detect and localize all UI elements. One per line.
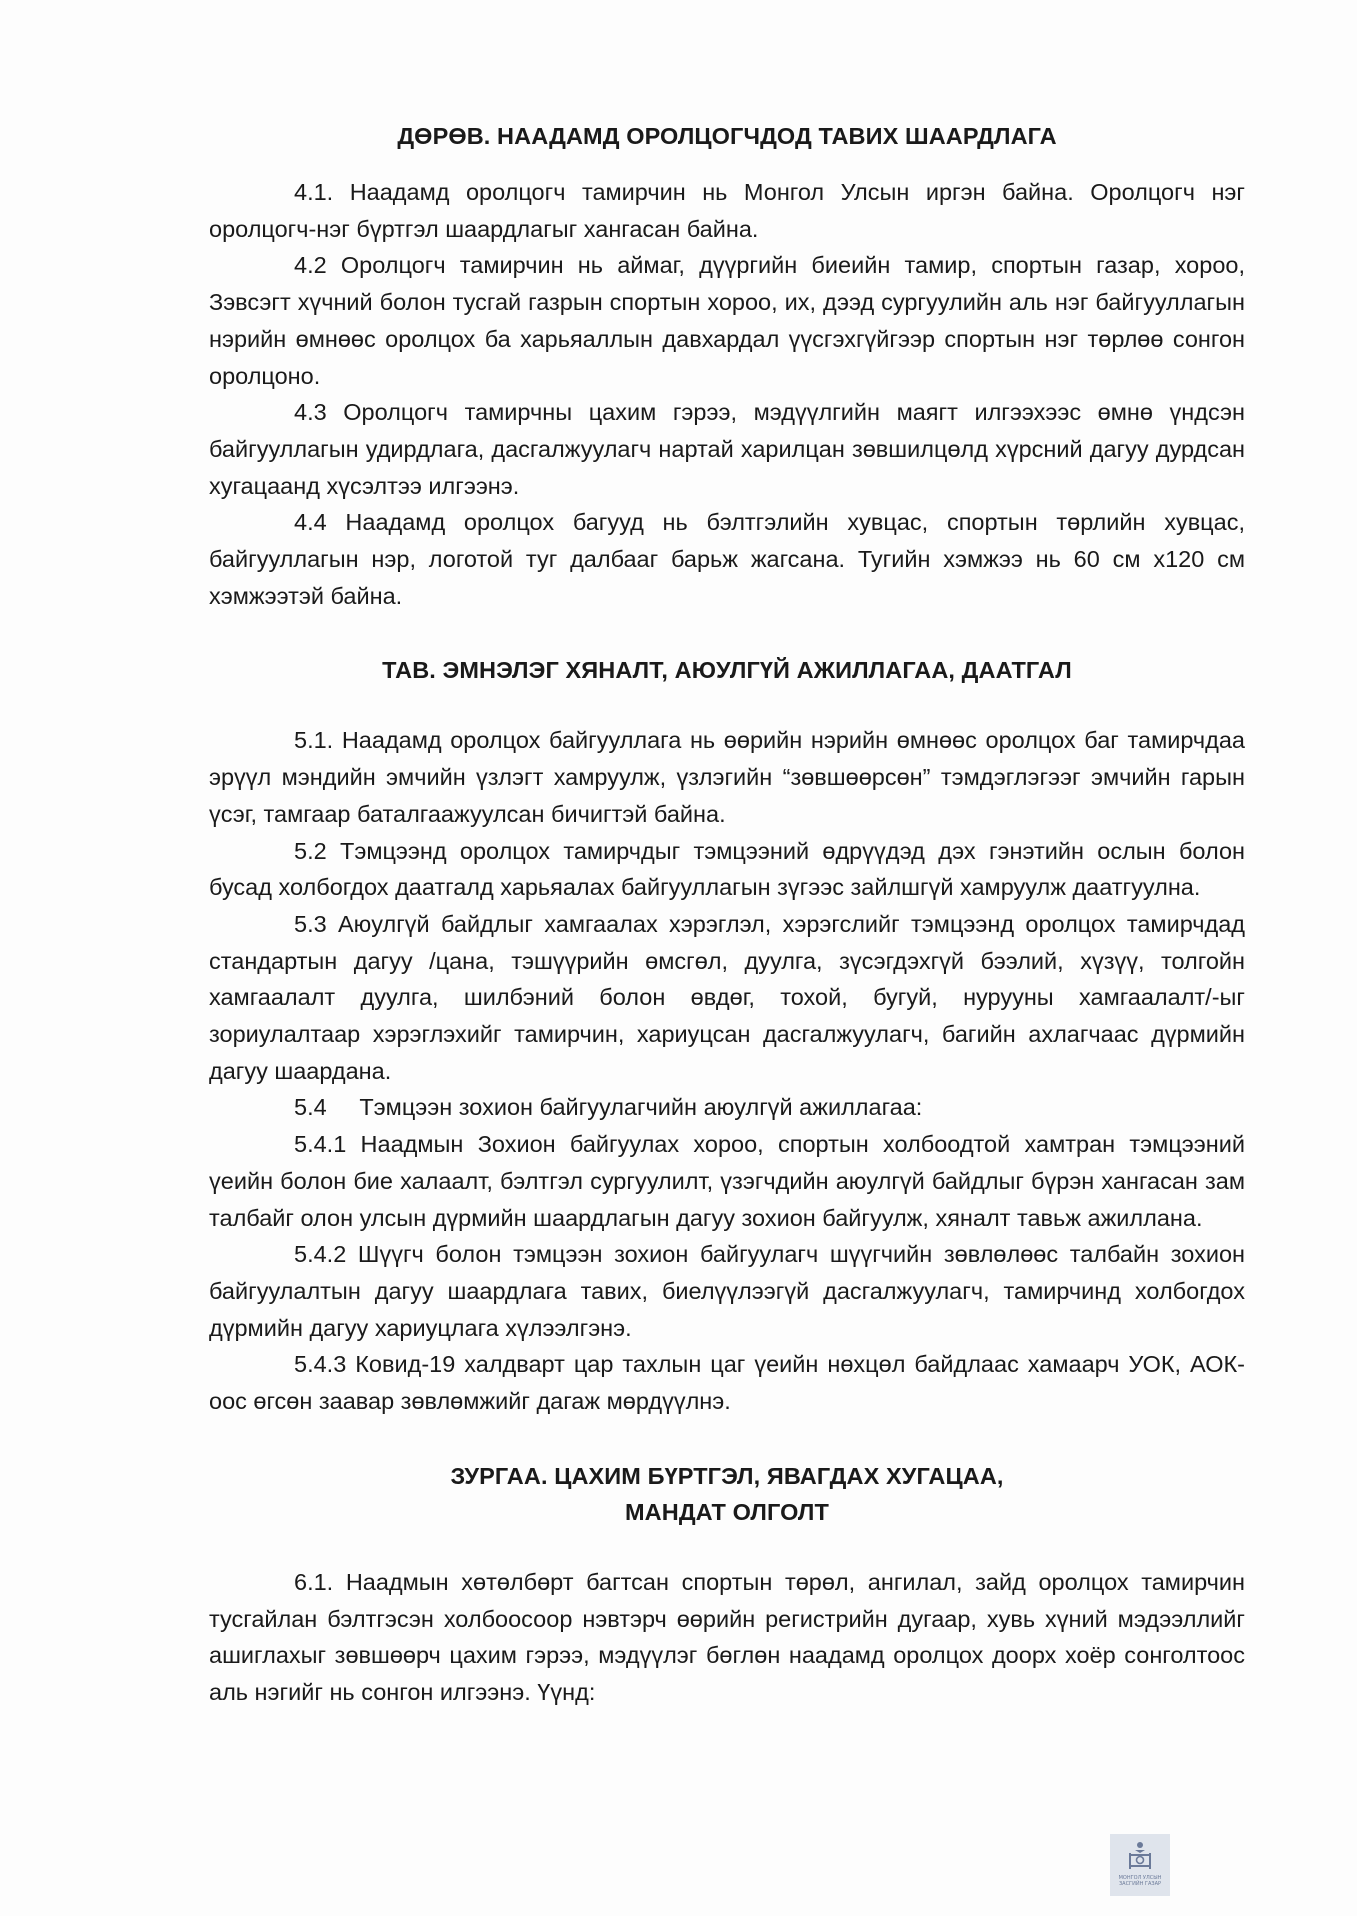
paragraph-4-3: 4.3 Оролцогч тамирчны цахим гэрээ, мэдүүлгийн маягт илгээхээс өмнө үндсэн байгууллагын удирдлага, дасгалжуулагч нартай харилцан зөвшилцөлд хүрсний дагуу дурдсан хугацаанд хүсэлтээ илгээнэ. (209, 399, 1245, 499)
logo-caption-line-2: ЗАСГИЙН ГАЗАР (1118, 1881, 1162, 1887)
section-6-heading-line-2: МАНДАТ ОЛГОЛТ (625, 1498, 829, 1525)
soyombo-emblem-icon (1123, 1839, 1157, 1873)
paragraph-5-3: 5.3 Аюулгүй байдлыг хамгаалах хэрэглэл, хэрэгслийг тэмцээнд оролцох тамирчдад стандартын дагуу /цана, тэшүүрийн өмсгөл, дуулга, зүсэгдэхгүй бээлий, хүзүү, толгойн хамгаалалт дуулга, шилбэний болон өвдөг, тохой, бугуй, нурууны хамгаалалт/-ыг зориулалтаар хэрэглэхийг тамирчин, хариуцсан дасгалжуулагч, багийн ахлагчаас дүрмийн дагуу шаардана. (209, 910, 1245, 1084)
paragraph-4-4: 4.4 Наадамд оролцох багууд нь бэлтгэлийн хувцас, спортын төрлийн хувцас, байгууллагын нэр, логотой туг далбааг барьж жагсана. Тугийн хэмжээ нь 60 см x120 см хэмжээтэй байна. (209, 509, 1245, 609)
document-content (209, 118, 1245, 1711)
paragraph-6-1: 6.1. Наадмын хөтөлбөрт багтсан спортын төрөл, ангилал, зайд оролцох тамирчин тусгайлан бэлтгэсэн холбоосоор нэвтэрч өөрийн регистрийн дугаар, хувь хүний мэдээллийг ашиглахыг зөвшөөрч цахим гэрээ, мэдүүлэг бөглөн наадамд оролцох доорх хоёр сонголтоос аль нэгийг нь сонгон илгээнэ. Үүнд: (209, 1568, 1245, 1705)
section-6-heading-line-1: ЗУРГАА. ЦАХИМ БҮРТГЭЛ, ЯВАГДАХ ХУГАЦАА, (450, 1462, 1004, 1489)
logo-caption (1112, 1875, 1168, 1887)
paragraph-5-4: 5.4 Тэмцээн зохион байгуулагчийн аюулгүй ажиллагаа: (294, 1094, 923, 1121)
paragraph-5-2: 5.2 Тэмцээнд оролцох тамирчдыг тэмцээний өдрүүдэд дэх гэнэтийн ослын болон бусад холбогдох даатгалд харьяалах байгууллагын зүгээс зайлшгүй хамруулж даатгуулна. (209, 837, 1245, 901)
paragraph-5-4-1: 5.4.1 Наадмын Зохион байгуулах хороо, спортын холбоодтой хамтран тэмцээний үеийн болон бие халаалт, бэлтгэл сургуулилт, үзэгчдийн аюулгүй байдлыг бүрэн хангасан зам талбайг олон улсын дүрмийн шаардлагын дагуу зохион байгуулж, хяналт тавьж ажиллана. (209, 1131, 1245, 1231)
government-logo (1110, 1834, 1170, 1896)
paragraph-5-4-3: 5.4.3 Ковид-19 халдварт цар тахлын цаг үеийн нөхцөл байдлаас хамаарч УОК, АОК-оос өгсөн заавар зөвлөмжийг дагаж мөрдүүлнэ. (209, 1351, 1245, 1415)
section-5-heading: ТАВ. ЭМНЭЛЭГ ХЯНАЛТ, АЮУЛГҮЙ АЖИЛЛАГАА, ДААТГАЛ (382, 657, 1072, 684)
paragraph-4-1: 4.1. Наадамд оролцогч тамирчин нь Монгол Улсын иргэн байна. Оролцогч нэг оролцогч-нэг бүртгэл шаардлагыг хангасан байна. (209, 179, 1245, 242)
logo-caption-line-1: МОНГОЛ УЛСЫН (1118, 1875, 1162, 1881)
section-4-heading: ДӨРӨВ. НААДАМД ОРОЛЦОГЧДОД ТАВИХ ШААРДЛАГА (397, 123, 1057, 149)
paragraph-4-2: 4.2 Оролцогч тамирчин нь аймаг, дүүргийн биеийн тамир, спортын газар, хороо, Зэвсэгт хүчний болон тусгай газрын спортын хороо, их, дээд сургуулийн аль нэг байгууллагын нэрийн өмнөөс оролцох ба харьяаллын давхардал үүсгэхгүйгээр спортын нэг төрлөө сонгон оролцоно. (209, 252, 1245, 389)
paragraph-5-1: 5.1. Наадамд оролцох байгууллага нь өөрийн нэрийн өмнөөс оролцох баг тамирчдаа эрүүл мэндийн эмчийн үзлэгт хамруулж, үзлэгийн “зөвшөөрсөн” тэмдэглэгээг эмчийн гарын үсэг, тамгаар баталгаажуулсан бичигтэй байна. (209, 727, 1245, 827)
paragraph-5-4-2: 5.4.2 Шүүгч болон тэмцээн зохион байгуулагч шүүгчийн зөвлөлөөс талбайн зохион байгуулалтын дагуу шаардлага тавих, биелүүлээгүй дасгалжуулагч, тамирчинд холбогдох дүрмийн дагуу хариуцлага хүлээлгэнэ. (209, 1241, 1245, 1341)
